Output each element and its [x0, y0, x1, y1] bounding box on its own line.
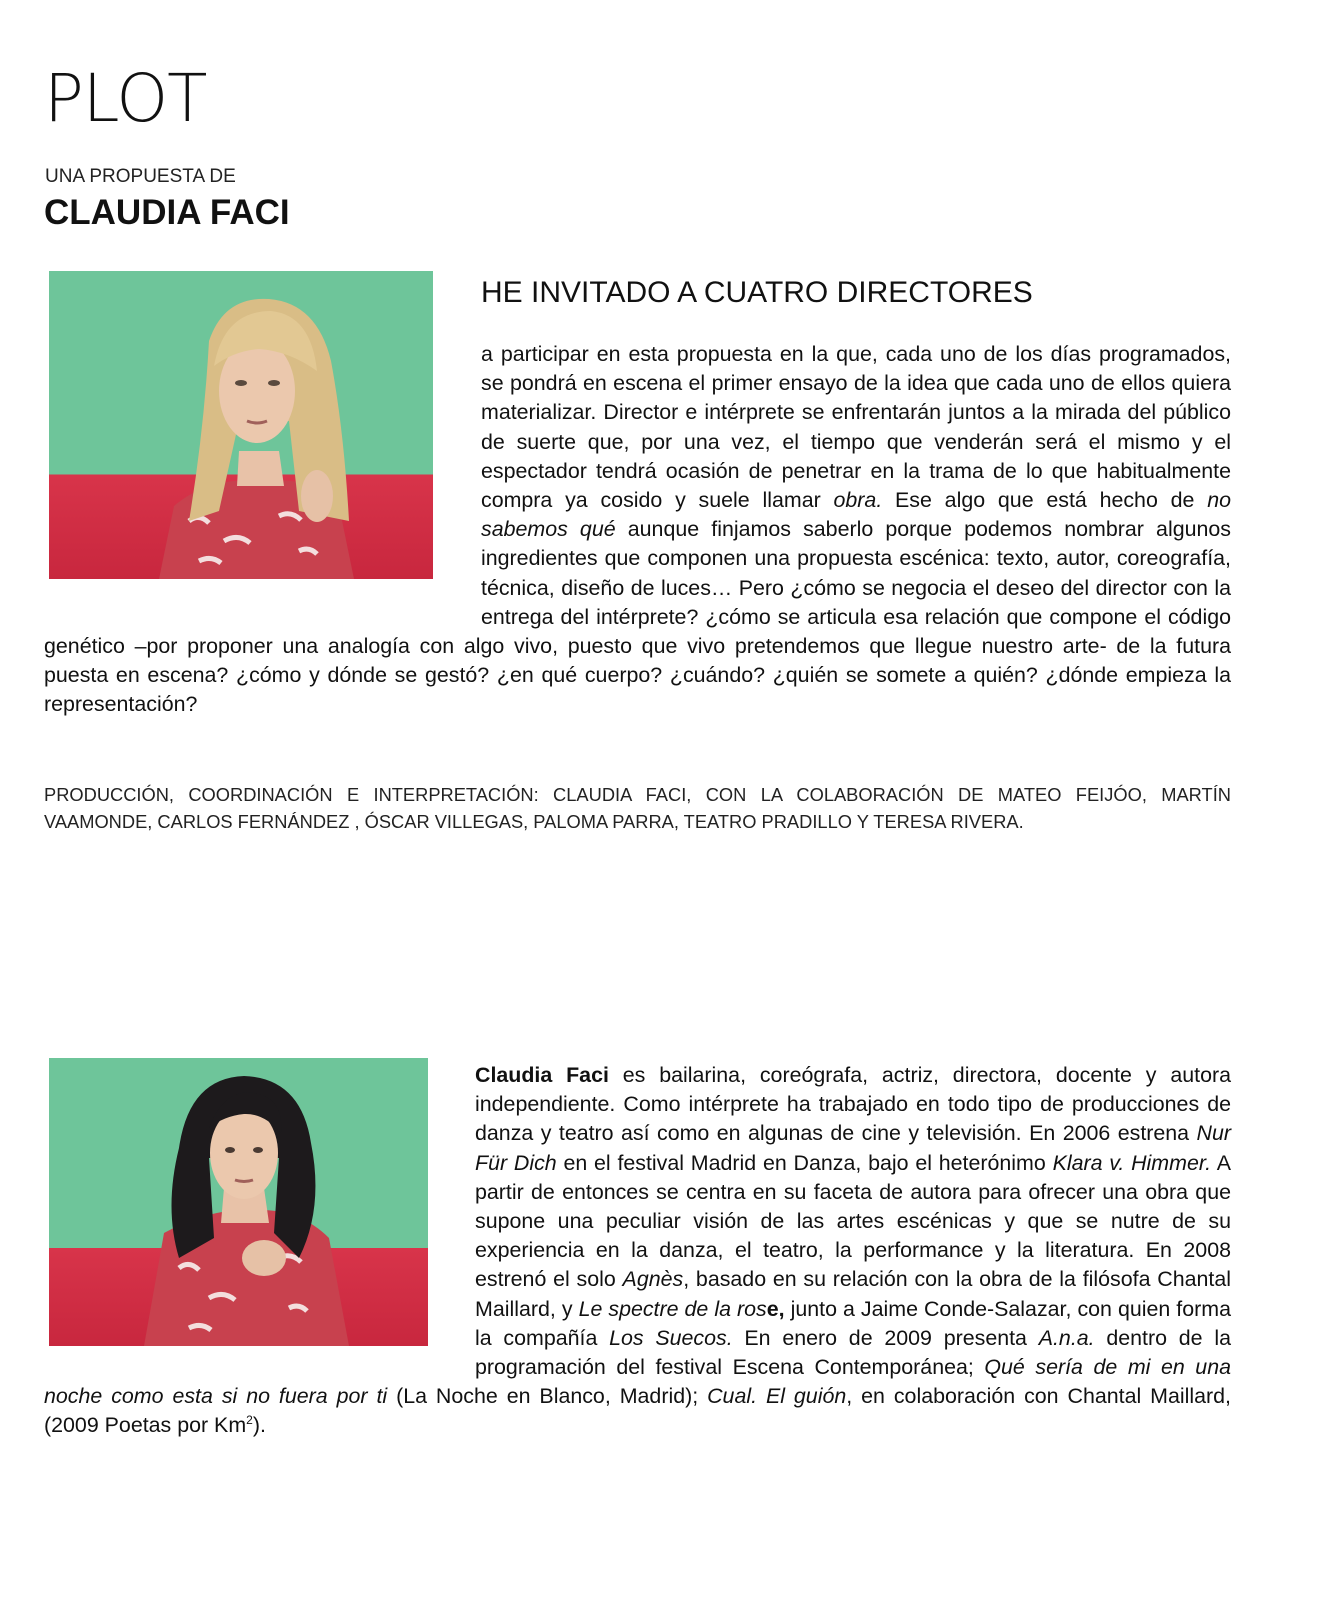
intro-text-run: Ese algo que está hecho de: [882, 488, 1208, 513]
section-heading: HE INVITADO A CUATRO DIRECTORES: [481, 276, 1033, 309]
page-title: PLOT: [44, 60, 207, 137]
credits-text: PRODUCCIÓN, COORDINACIÓN E INTERPRETACIÓN: CLAUDIA FACI, CON LA COLABORACIÓN DE MATEO FEIJÓO, MARTÍN VAAMONDE, CARLOS FERNÁNDEZ , ÓSCAR VILLEGAS, PALOMA PARRA, TEATRO PRADILLO Y TERESA RIVERA.: [44, 784, 1231, 832]
image-wrap-spacer: [44, 1061, 475, 1381]
bio-text-run: A.n.a.: [1038, 1325, 1095, 1350]
bio-text-run: (La Noche en Blanco, Madrid);: [387, 1384, 708, 1409]
bio-paragraph: [44, 1061, 1231, 1441]
bio-text-run: 2: [246, 1413, 253, 1428]
bio-text-run: dentro de la programación del festival Escena Contemporánea;: [475, 1325, 1231, 1380]
author-name: CLAUDIA FACI: [44, 193, 290, 232]
intro-text-run: a participar en esta propuesta en la que, cada uno de los días programados, se pondrá en escena el primer ensayo de la idea que cada uno de ellos quiera materializar. Director e intérprete se enfrentarán juntos a la mirada del público de suerte que, por una vez, el tiempo que venderán será el mismo y el espectador tendrá ocasión de penetrar en la trama de lo que habitualmente compra ya cosido y suele llamar: [481, 342, 1231, 513]
bio-text-run: Los Suecos.: [609, 1325, 733, 1350]
subtitle-kicker: UNA PROPUESTA DE: [45, 166, 236, 187]
intro-text-run: aunque finjamos saberlo porque podemos nombrar algunos ingredientes que componen una propuesta escénica: texto, autor, coreografía, técnica, diseño de luces… Pero ¿cómo se negocia el deseo del director con la entrega del intérprete? ¿cómo se articula esa relación que compone el código genético –por proponer una analogía con algo vivo, puesto que vivo pretendemos que llegue nuestro arte- de la futura puesta en escena? ¿cómo y dónde se gestó? ¿en qué cuerpo? ¿cuándo? ¿quién se somete a quién? ¿dónde empieza la representación?: [44, 517, 1231, 717]
bio-text-run: Nur Für Dich: [475, 1121, 1231, 1175]
bio-text-run: A partir de entonces se centra en su faceta de autora para ofrecer una obra que supone una peculiar visión de las artes escénicas y que se nutre de su experiencia en la danza, el teatro, la performance y la literatura. En 2008 estrenó el solo: [475, 1150, 1231, 1292]
bio-text-run: Cual. El guión: [707, 1384, 847, 1409]
bio-text-run: Agnès: [622, 1267, 684, 1292]
bio-text-run: es bailarina, coreógrafa, actriz, directora, docente y autora independiente. Como intérprete ha trabajado en todo tipo de producciones de danza y teatro así como en algunas de cine y televisión. En 2006 estrena: [475, 1063, 1231, 1146]
bio-text-run: Qué sería de mi en una noche como esta si no fuera por ti: [44, 1355, 1231, 1409]
bio-text-run: , basado en su relación con la obra de la filósofa Chantal Maillard, y: [475, 1267, 1231, 1321]
bio-text-run: junto a Jaime Conde-Salazar, con quien forma la compañía: [475, 1296, 1231, 1350]
bio-text-run: en el festival Madrid en Danza, bajo el heterónimo: [556, 1150, 1053, 1175]
bio-text-run: Klara v. Himmer.: [1052, 1150, 1212, 1175]
intro-paragraph: [44, 340, 1231, 720]
bio-text-run: En enero de 2009 presenta: [732, 1325, 1039, 1350]
intro-text-run: obra.: [833, 488, 883, 513]
bio-text-run: e,: [766, 1296, 785, 1321]
bio-text-run: Le spectre de la ros: [578, 1296, 767, 1321]
bio-text-run: Claudia Faci: [475, 1063, 609, 1087]
bio-text-run: , en colaboración con Chantal Maillard, (2009 Poetas por Km: [44, 1384, 1232, 1438]
image-wrap-spacer: [44, 340, 481, 629]
bio-text-run: ).: [252, 1413, 266, 1438]
intro-text-run: no sabemos qué: [481, 488, 1231, 542]
